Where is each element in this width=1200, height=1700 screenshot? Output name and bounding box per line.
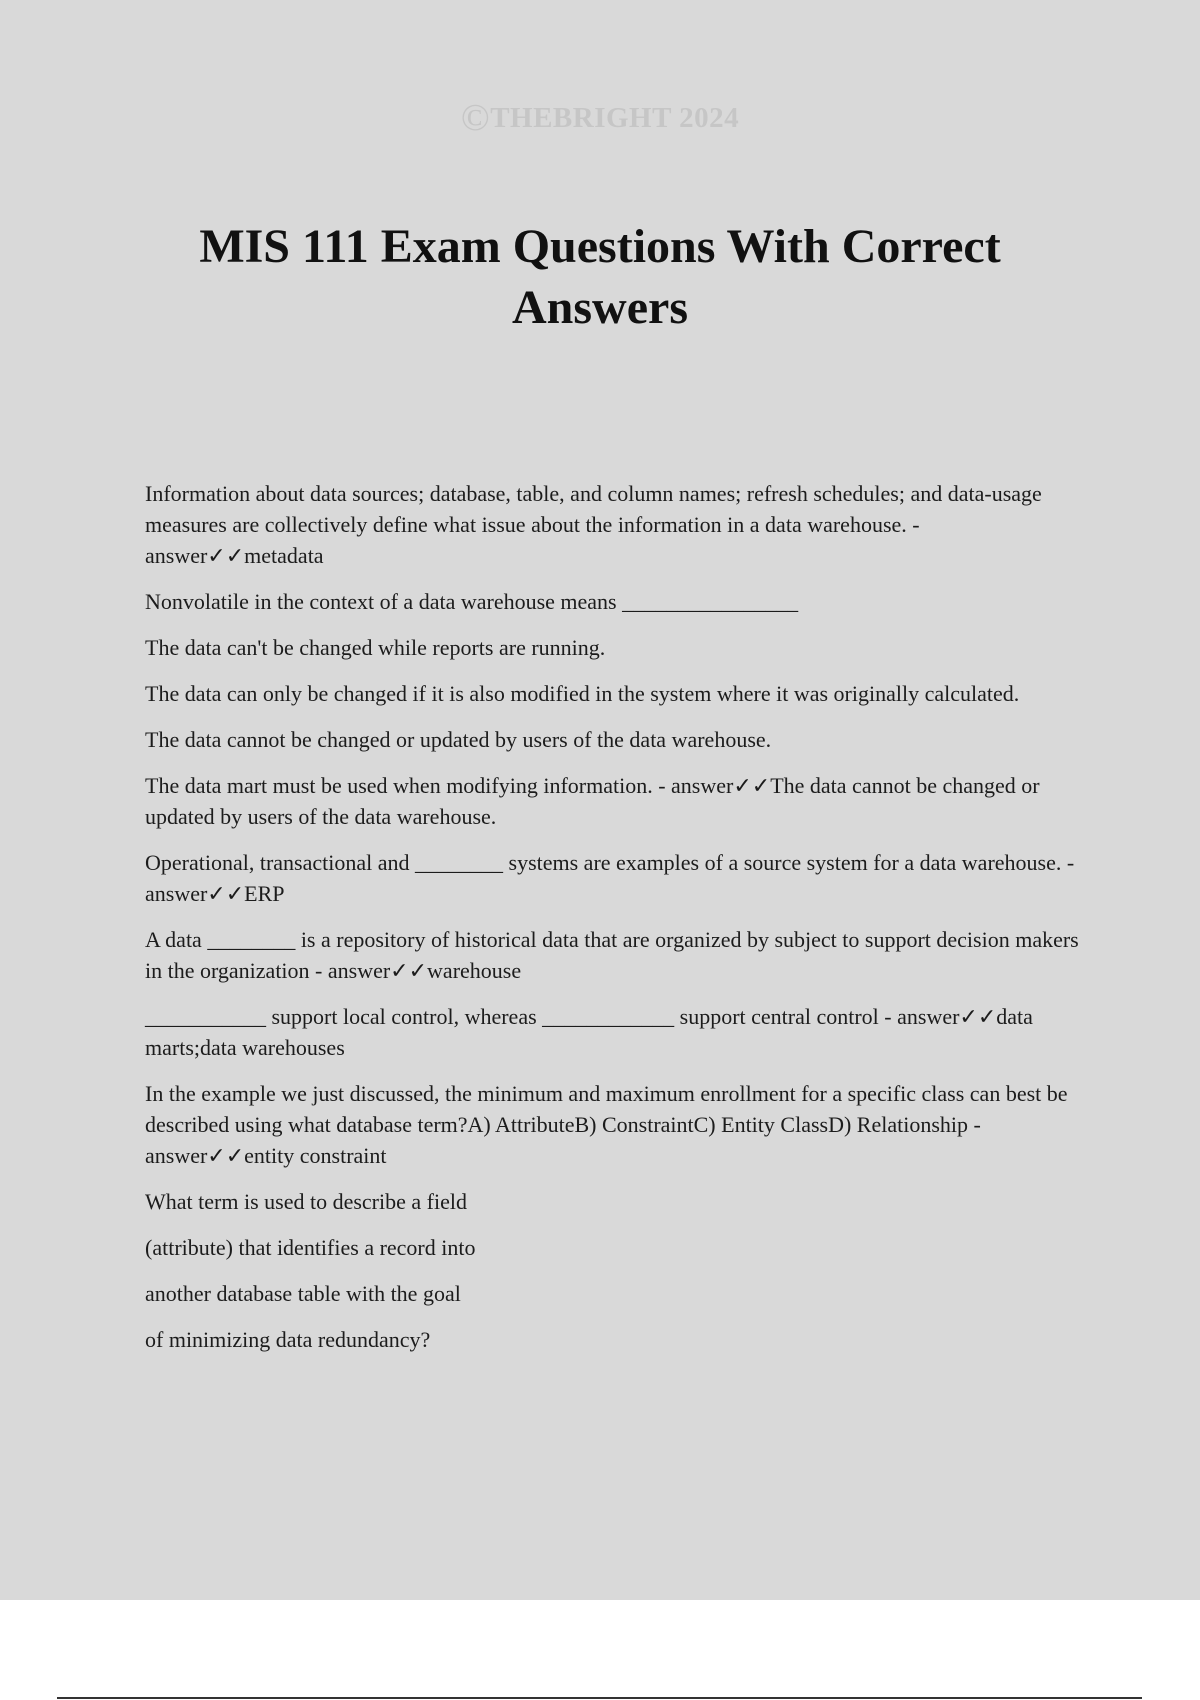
paragraph: of minimizing data redundancy? (145, 1327, 431, 1352)
document-title (100, 216, 1100, 338)
paragraph: In the example we just discussed, the minimum and maximum enrollment for a specific class can best be described using what database term?A) AttributeB) ConstraintC) Entity ClassD) Relationship - answer✓✓entity constraint (145, 1081, 1068, 1168)
paragraph: The data can only be changed if it is also modified in the system where it was originally calculated. (145, 681, 1020, 706)
title-line-1: MIS 111 Exam Questions With Correct (199, 220, 1001, 273)
paragraph: (attribute) that identifies a record into (145, 1235, 476, 1260)
title-line-2: Answers (512, 281, 688, 334)
paragraph: A data ________ is a repository of historical data that are organized by subject to support decision makers in the organization - answer✓✓warehouse (145, 927, 1079, 983)
paragraph: Nonvolatile in the context of a data warehouse means ________________ (145, 589, 799, 614)
paragraph: Information about data sources; database, table, and column names; refresh schedules; and data-usage measures are collectively define what issue about the information in a data warehouse. - answer✓✓metadata (145, 481, 1042, 568)
footer-divider (57, 1697, 1142, 1699)
paragraph: Operational, transactional and ________ systems are examples of a source system for a data warehouse. - answer✓✓ERP (145, 850, 1075, 906)
watermark-text: THEBRIGHT 2024 (490, 102, 740, 134)
document-body (145, 478, 1090, 1370)
page-footer (0, 1600, 1200, 1700)
paragraph: ___________ support local control, whereas ____________ support central control - answer✓✓data marts;data warehouses (145, 1004, 1033, 1060)
paragraph: The data mart must be used when modifying information. - answer✓✓The data cannot be changed or updated by users of the data warehouse. (145, 773, 1040, 829)
paragraph: The data can't be changed while reports are running. (145, 635, 606, 660)
watermark (0, 96, 1200, 140)
paragraph: The data cannot be changed or updated by users of the data warehouse. (145, 727, 772, 752)
paragraph: What term is used to describe a field (145, 1189, 467, 1214)
copyright-icon: © (460, 97, 491, 139)
paragraph: another database table with the goal (145, 1281, 461, 1306)
